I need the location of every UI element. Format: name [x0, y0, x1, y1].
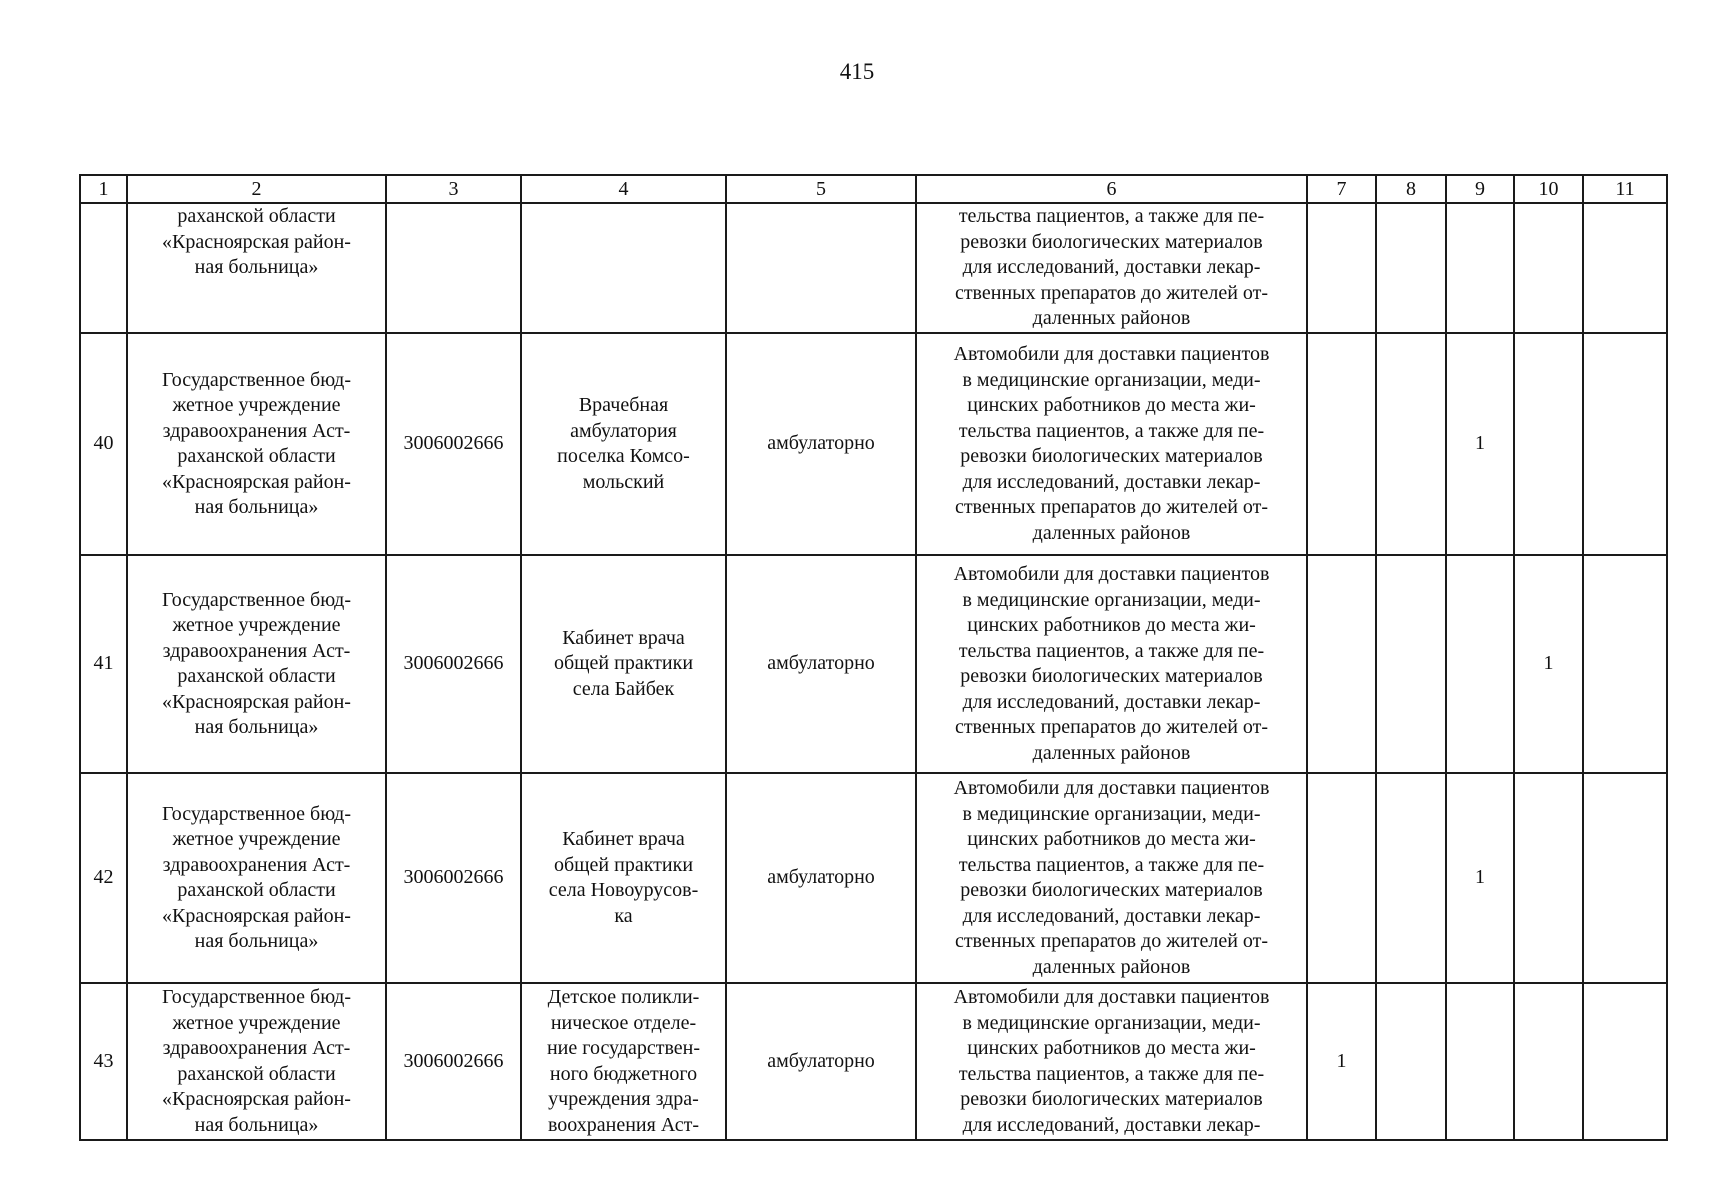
count-cell-7	[1307, 773, 1376, 983]
column-header-6: 6	[916, 175, 1307, 203]
column-header-1: 1	[80, 175, 127, 203]
row-number-cell	[80, 203, 127, 333]
inn-cell: 3006002666	[386, 773, 521, 983]
subdivision-cell: Детское поликли- ническое отделе- ние государствен- ного бюджетного учреждения здра- воохранения Аст-	[521, 983, 726, 1140]
count-cell-11	[1583, 555, 1667, 773]
count-cell-8	[1376, 333, 1446, 555]
count-cell-8	[1376, 983, 1446, 1140]
count-cell-10: 1	[1514, 555, 1583, 773]
count-cell-10	[1514, 333, 1583, 555]
inn-cell	[386, 203, 521, 333]
column-header-7: 7	[1307, 175, 1376, 203]
column-header-10: 10	[1514, 175, 1583, 203]
column-number-header-row	[80, 175, 1667, 203]
count-cell-7	[1307, 333, 1376, 555]
purpose-cell: тельства пациентов, а также для пе- ревозки биологических материалов для исследований, доставки лекар- ственных препаратов до жителей от- даленных районов	[916, 203, 1307, 333]
count-cell-11	[1583, 333, 1667, 555]
organization-cell: Государственное бюд- жетное учреждение здравоохранения Аст- раханской области «Красноярская район- ная больница»	[127, 555, 386, 773]
table-row-41	[80, 555, 1667, 773]
purpose-cell: Автомобили для доставки пациентов в медицинские организации, меди- цинских работников до места жи- тельства пациентов, а также для пе- ревозки биологических материалов для исследований, доставки лекар-	[916, 983, 1307, 1140]
column-header-9: 9	[1446, 175, 1514, 203]
table-row-continued	[80, 203, 1667, 333]
table-row-42	[80, 773, 1667, 983]
count-cell-9	[1446, 983, 1514, 1140]
care-mode-cell: амбулаторно	[726, 555, 916, 773]
count-cell-11	[1583, 203, 1667, 333]
count-cell-9: 1	[1446, 333, 1514, 555]
column-header-11: 11	[1583, 175, 1667, 203]
count-cell-7: 1	[1307, 983, 1376, 1140]
care-mode-cell: амбулаторно	[726, 333, 916, 555]
organization-cell: Государственное бюд- жетное учреждение здравоохранения Аст- раханской области «Красноярская район- ная больница»	[127, 983, 386, 1140]
count-cell-11	[1583, 983, 1667, 1140]
organization-cell: Государственное бюд- жетное учреждение здравоохранения Аст- раханской области «Красноярская район- ная больница»	[127, 333, 386, 555]
care-mode-cell: амбулаторно	[726, 983, 916, 1140]
vehicle-distribution-table	[79, 174, 1668, 1141]
care-mode-cell: амбулаторно	[726, 773, 916, 983]
count-cell-11	[1583, 773, 1667, 983]
inn-cell: 3006002666	[386, 333, 521, 555]
subdivision-cell: Врачебная амбулатория поселка Комсо- мольский	[521, 333, 726, 555]
table-row-43	[80, 983, 1667, 1140]
subdivision-cell: Кабинет врача общей практики села Новоурусов- ка	[521, 773, 726, 983]
inn-cell: 3006002666	[386, 983, 521, 1140]
column-header-8: 8	[1376, 175, 1446, 203]
row-number-cell: 41	[80, 555, 127, 773]
count-cell-7	[1307, 203, 1376, 333]
table-row-40	[80, 333, 1667, 555]
column-header-5: 5	[726, 175, 916, 203]
purpose-cell: Автомобили для доставки пациентов в медицинские организации, меди- цинских работников до места жи- тельства пациентов, а также для пе- ревозки биологических материалов для исследований, доставки лекар- ственных препаратов до жителей от- даленных районов	[916, 773, 1307, 983]
purpose-cell: Автомобили для доставки пациентов в медицинские организации, меди- цинских работников до места жи- тельства пациентов, а также для пе- ревозки биологических материалов для исследований, доставки лекар- ственных препаратов до жителей от- даленных районов	[916, 333, 1307, 555]
column-header-3: 3	[386, 175, 521, 203]
count-cell-7	[1307, 555, 1376, 773]
care-mode-cell	[726, 203, 916, 333]
subdivision-cell	[521, 203, 726, 333]
column-header-2: 2	[127, 175, 386, 203]
count-cell-10	[1514, 203, 1583, 333]
row-number-cell: 40	[80, 333, 127, 555]
count-cell-8	[1376, 555, 1446, 773]
count-cell-9: 1	[1446, 773, 1514, 983]
inn-cell: 3006002666	[386, 555, 521, 773]
count-cell-10	[1514, 773, 1583, 983]
count-cell-9	[1446, 555, 1514, 773]
column-header-4: 4	[521, 175, 726, 203]
count-cell-8	[1376, 773, 1446, 983]
organization-cell: Государственное бюд- жетное учреждение здравоохранения Аст- раханской области «Красноярская район- ная больница»	[127, 773, 386, 983]
count-cell-8	[1376, 203, 1446, 333]
count-cell-9	[1446, 203, 1514, 333]
page-number: 415	[839, 59, 875, 84]
row-number-cell: 42	[80, 773, 127, 983]
row-number-cell: 43	[80, 983, 127, 1140]
subdivision-cell: Кабинет врача общей практики села Байбек	[521, 555, 726, 773]
count-cell-10	[1514, 983, 1583, 1140]
purpose-cell: Автомобили для доставки пациентов в медицинские организации, меди- цинских работников до места жи- тельства пациентов, а также для пе- ревозки биологических материалов для исследований, доставки лекар- ственных препаратов до жителей от- даленных районов	[916, 555, 1307, 773]
organization-cell: раханской области «Красноярская район- ная больница»	[127, 203, 386, 333]
